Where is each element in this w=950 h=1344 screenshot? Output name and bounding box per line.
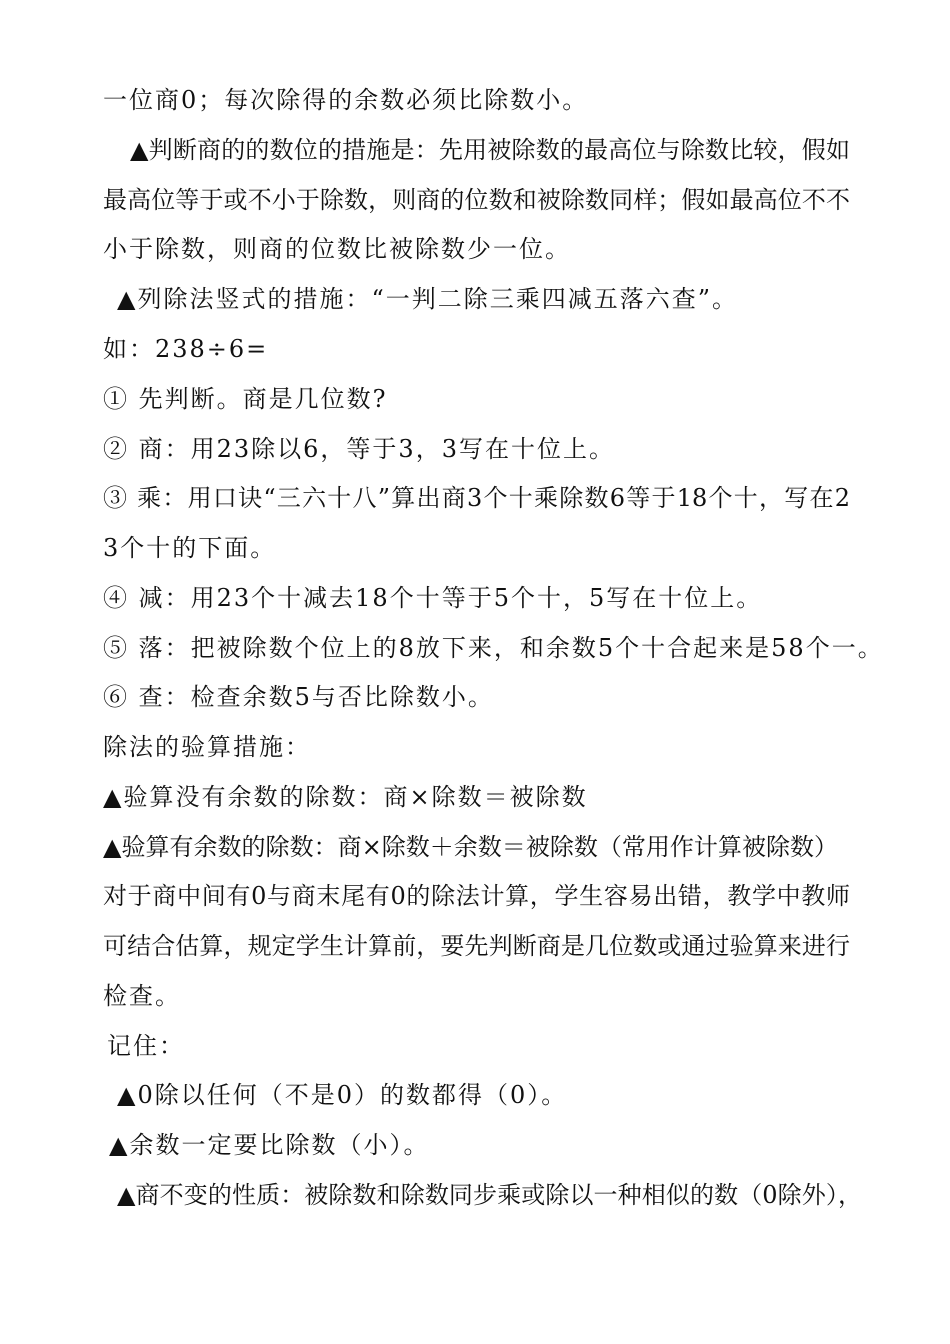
text-line-14: 除法的验算措施： (103, 733, 311, 761)
text-line-7: ① 先判断。商是几位数? (103, 385, 388, 413)
text-line-5: ▲列除法竖式的措施：“一判二除三乘四减五落六查”。 (117, 285, 738, 313)
text-line-21: ▲0除以任何（不是0）的数都得（0）。 (117, 1081, 568, 1109)
text-line-18: 可结合估算，规定学生计算前，要先判断商是几位数或通过验算来进行 (103, 932, 850, 960)
text-line-13: ⑥ 查：检查余数5与否比除数小。 (103, 683, 494, 711)
text-line-20: 记住： (107, 1032, 185, 1060)
text-line-10: 3个十的下面。 (103, 534, 277, 562)
text-line-12: ⑤ 落：把被除数个位上的8放下来，和余数5个十合起来是58个一。 (103, 634, 884, 662)
text-line-17: 对于商中间有0与商末尾有0的除法计算，学生容易出错，教学中教师 (103, 882, 850, 910)
text-line-4: 小于除数，则商的位数比被除数少一位。 (103, 235, 571, 263)
text-line-6: 如：238÷6= (103, 335, 269, 363)
text-line-23: ▲商不变的性质：被除数和除数同步乘或除以一种相似的数（0除外）， (117, 1181, 862, 1209)
text-line-15: ▲验算没有余数的除数：商×除数＝被除数 (103, 783, 588, 811)
text-line-3: 最高位等于或不小于除数，则商的位数和被除数同样；假如最高位不不 (103, 186, 850, 214)
text-line-8: ② 商：用23除以6，等于3，3写在十位上。 (103, 435, 615, 463)
text-line-22: ▲余数一定要比除数（小）。 (109, 1131, 430, 1159)
text-line-11: ④ 减：用23个十减去18个十等于5个十，5写在十位上。 (103, 584, 763, 612)
text-line-1: 一位商0；每次除得的余数必须比除数小。 (103, 86, 589, 114)
text-line-9: ③ 乘：用口诀“三六十八”算出商3个十乘除数6等于18个十，写在2 (103, 484, 850, 512)
text-line-16: ▲验算有余数的除数：商×除数＋余数＝被除数（常用作计算被除数） (103, 833, 838, 861)
text-line-19: 检查。 (103, 982, 181, 1010)
text-line-2: ▲判断商的的数位的措施是：先用被除数的最高位与除数比较，假如 (130, 136, 850, 164)
